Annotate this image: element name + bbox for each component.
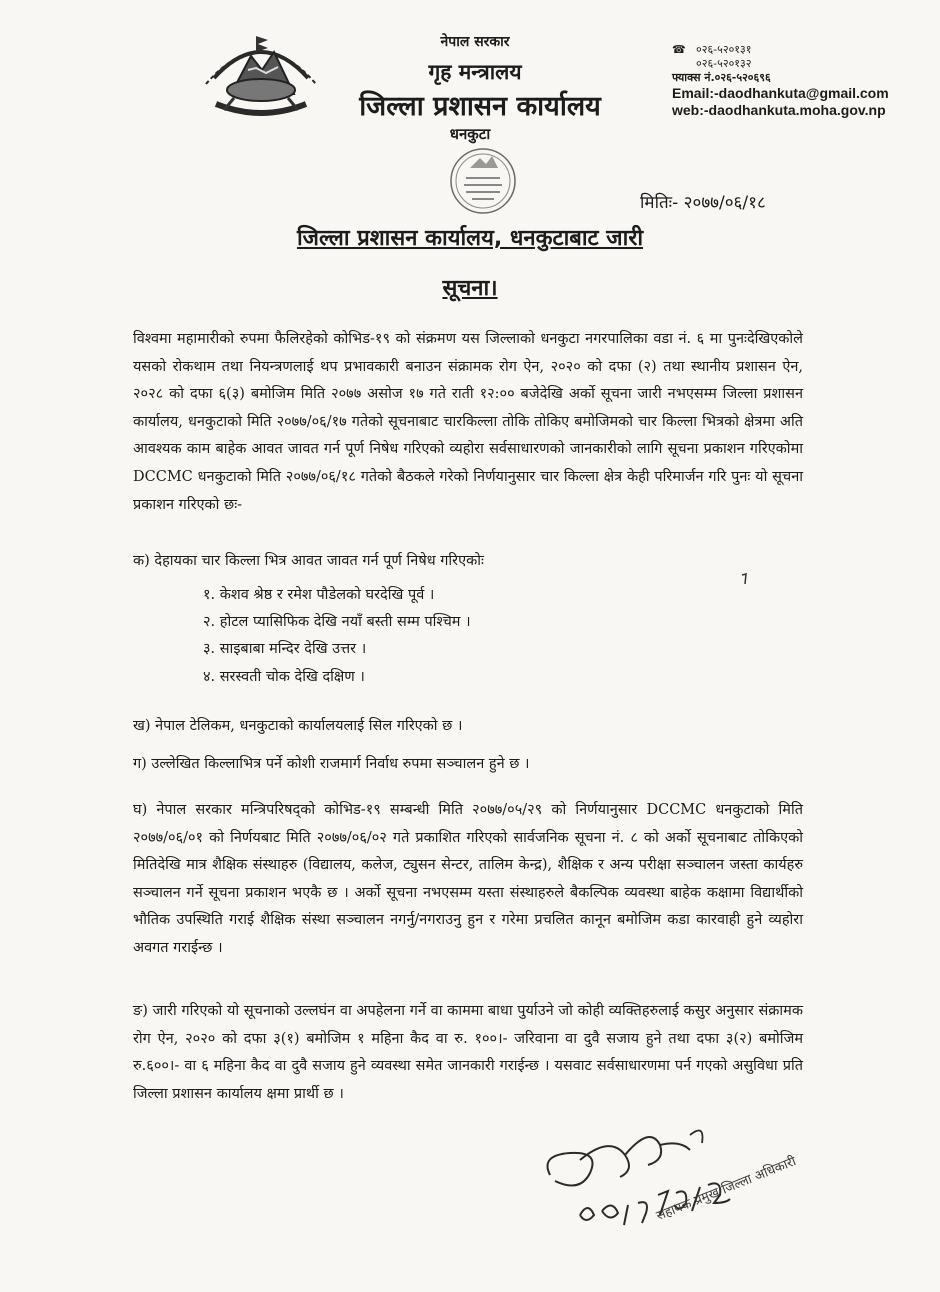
nepal-government-emblem-icon <box>196 26 326 126</box>
section-gha: घ) नेपाल सरकार मन्त्रिपरिषद्को कोभिड-१९ सम्बन्धी मिति २०७७/०५/२९ को निर्णयानुसार DCCMC धनकुटाको मिति २०७७/०६/०१ को निर्णयबाट मिति २०७७/०६/०२ गते प्रकाशित गरिएको सार्वजनिक सूचना नं. ८ को अर्को सूचनाबाट तोकिएको मितिदेखि मात्र शैक्षिक संस्थाहरु (विद्यालय, कलेज, ट्युसन सेन्टर, तालिम केन्द्र), शैक्षिक र अन्य परीक्षा सञ्चालन जस्ता कार्यहरु सञ्चालन गर्ने सूचना प्रकाशन भएकै छ । अर्को सूचना नभएसम्म यस्ता संस्थाहरुले बैकल्पिक व्यवस्था बाहेक कक्षामा विद्यार्थीको भौतिक उपस्थिति गराई शैक्षिक संस्था सञ्चालन नगर्नु/नगराउनु हुन र गरेमा प्रचलित कानून बमोजिम कडा कारवाही हुने व्यहोरा अवगत गराईन्छ । <box>133 802 803 956</box>
ministry-name: गृह मन्त्रालय <box>428 60 522 84</box>
office-round-stamp-icon <box>440 146 526 216</box>
notice-title: जिल्ला प्रशासन कार्यालय, धनकुटाबाट जारी <box>296 226 644 251</box>
boundary-item-1: १. केशव श्रेष्ठ र रमेश पौडेलको घरदेखि पूर्व । <box>203 587 435 603</box>
email-address[interactable]: Email:-daodhankuta@gmail.com <box>672 85 889 101</box>
government-name: नेपाल सरकार <box>440 34 510 50</box>
section-kha: ख) नेपाल टेलिकम, धनकुटाको कार्यालयलाई सिल गरिएको छ । <box>133 718 463 734</box>
section-ka: क) देहायका चार किल्ला भित्र आवत जावत गर्न पूर्ण निषेध गरिएकोः <box>133 553 484 569</box>
section-ga: ग) उल्लेखित किल्लाभित्र पर्ने कोशी राजमार्ग निर्वाध रुपमा सञ्चालन हुने छ । <box>133 756 530 772</box>
phone-number-2: ०२६-५२०१३२ <box>696 57 752 70</box>
signatory-role: सहायक प्रमुख जिल्ला अधिकारी <box>654 1154 799 1224</box>
boundary-item-2: २. होटल प्यासिफिक देखि नयाँ बस्ती सम्म पश्चिम । <box>203 614 471 630</box>
boundary-item-4: ४. सरस्वती चोक देखि दक्षिण । <box>203 669 365 685</box>
fax-number: फ्याक्स नं.०२६-५२०६९६ <box>672 71 771 84</box>
notice-subtitle: सूचना। <box>442 276 498 301</box>
section-nga: ङ) जारी गरिएको यो सूचनाको उल्लघंन वा अपहेलना गर्ने वा काममा बाधा पुर्याउने जो कोही व्यक्तिहरुलाई कसुर अनुसार संक्रामक रोग ऐन, २०२० को दफा ३(१) बमोजिम १ महिना कैद वा रु. १००।- जरिवाना वा दुवै सजाय हुने तथा दफा ३(२) बमोजिम रु.६००।- वा ६ महिना कैद वा दुवै सजाय हुने व्यवस्था समेत जानकारी गराईन्छ । यसवाट सर्वसाधारणमा पर्न गएको असुविधा प्रति जिल्ला प्रशासन कार्यालय क्षमा प्रार्थी छ । <box>133 1003 803 1102</box>
website-address[interactable]: web:-daodhankuta.moha.gov.np <box>672 102 886 118</box>
boundary-item-3: ३. साइबाबा मन्दिर देखि उत्तर । <box>203 641 367 657</box>
issue-date: मितिः- २०७७/०६/१८ <box>640 193 766 213</box>
telephone-icon: ☎ <box>672 43 686 56</box>
phone-number-1: ०२६-५२०१३१ <box>696 43 752 56</box>
contact-block <box>672 43 927 119</box>
pen-mark <box>741 570 749 582</box>
office-name: जिल्ला प्रशासन कार्यालय <box>359 91 601 122</box>
office-location: धनकुटा <box>449 125 491 143</box>
intro-paragraph: विश्वमा महामारीको रुपमा फैलिरहेको कोभिड-१९ को संक्रमण यस जिल्लाको धनकुटा नगरपालिका वडा नं. ६ मा पुनःदेखिएकोले यसको रोकथाम तथा नियन्त्रणलाई थप प्रभावकारी बनाउन संक्रामक रोग ऐन, २०२० को दफा (२) तथा स्थानीय प्रशासन ऐन, २०२८ को दफा ६(३) बमोजिम मिति २०७७ असोज १७ गते राती १२:०० बजेदेखि अर्को सूचना जारी नभएसम्म जिल्ला प्रशासन कार्यालय, धनकुटाको मिति २०७७/०६/१७ गतेको सूचनाबाट चारकिल्ला तोकि तोकिए बमोजिमको चार किल्ला भित्रको क्षेत्रमा अति आवश्यक काम बाहेक आवत जावत गर्न पूर्ण निषेध गरिएको व्यहोरा सर्वसाधारणको जानकारीको लागि सूचना प्रकाशन गरिएकोमा DCCMC धनकुटाको मिति २०७७/०६/१८ गतेको बैठकले गरेको निर्णयानुसार चार किल्ला क्षेत्र केही परिमार्जन गरि पुनः यो सूचना प्रकाशन गरिएको छः- <box>133 331 803 513</box>
